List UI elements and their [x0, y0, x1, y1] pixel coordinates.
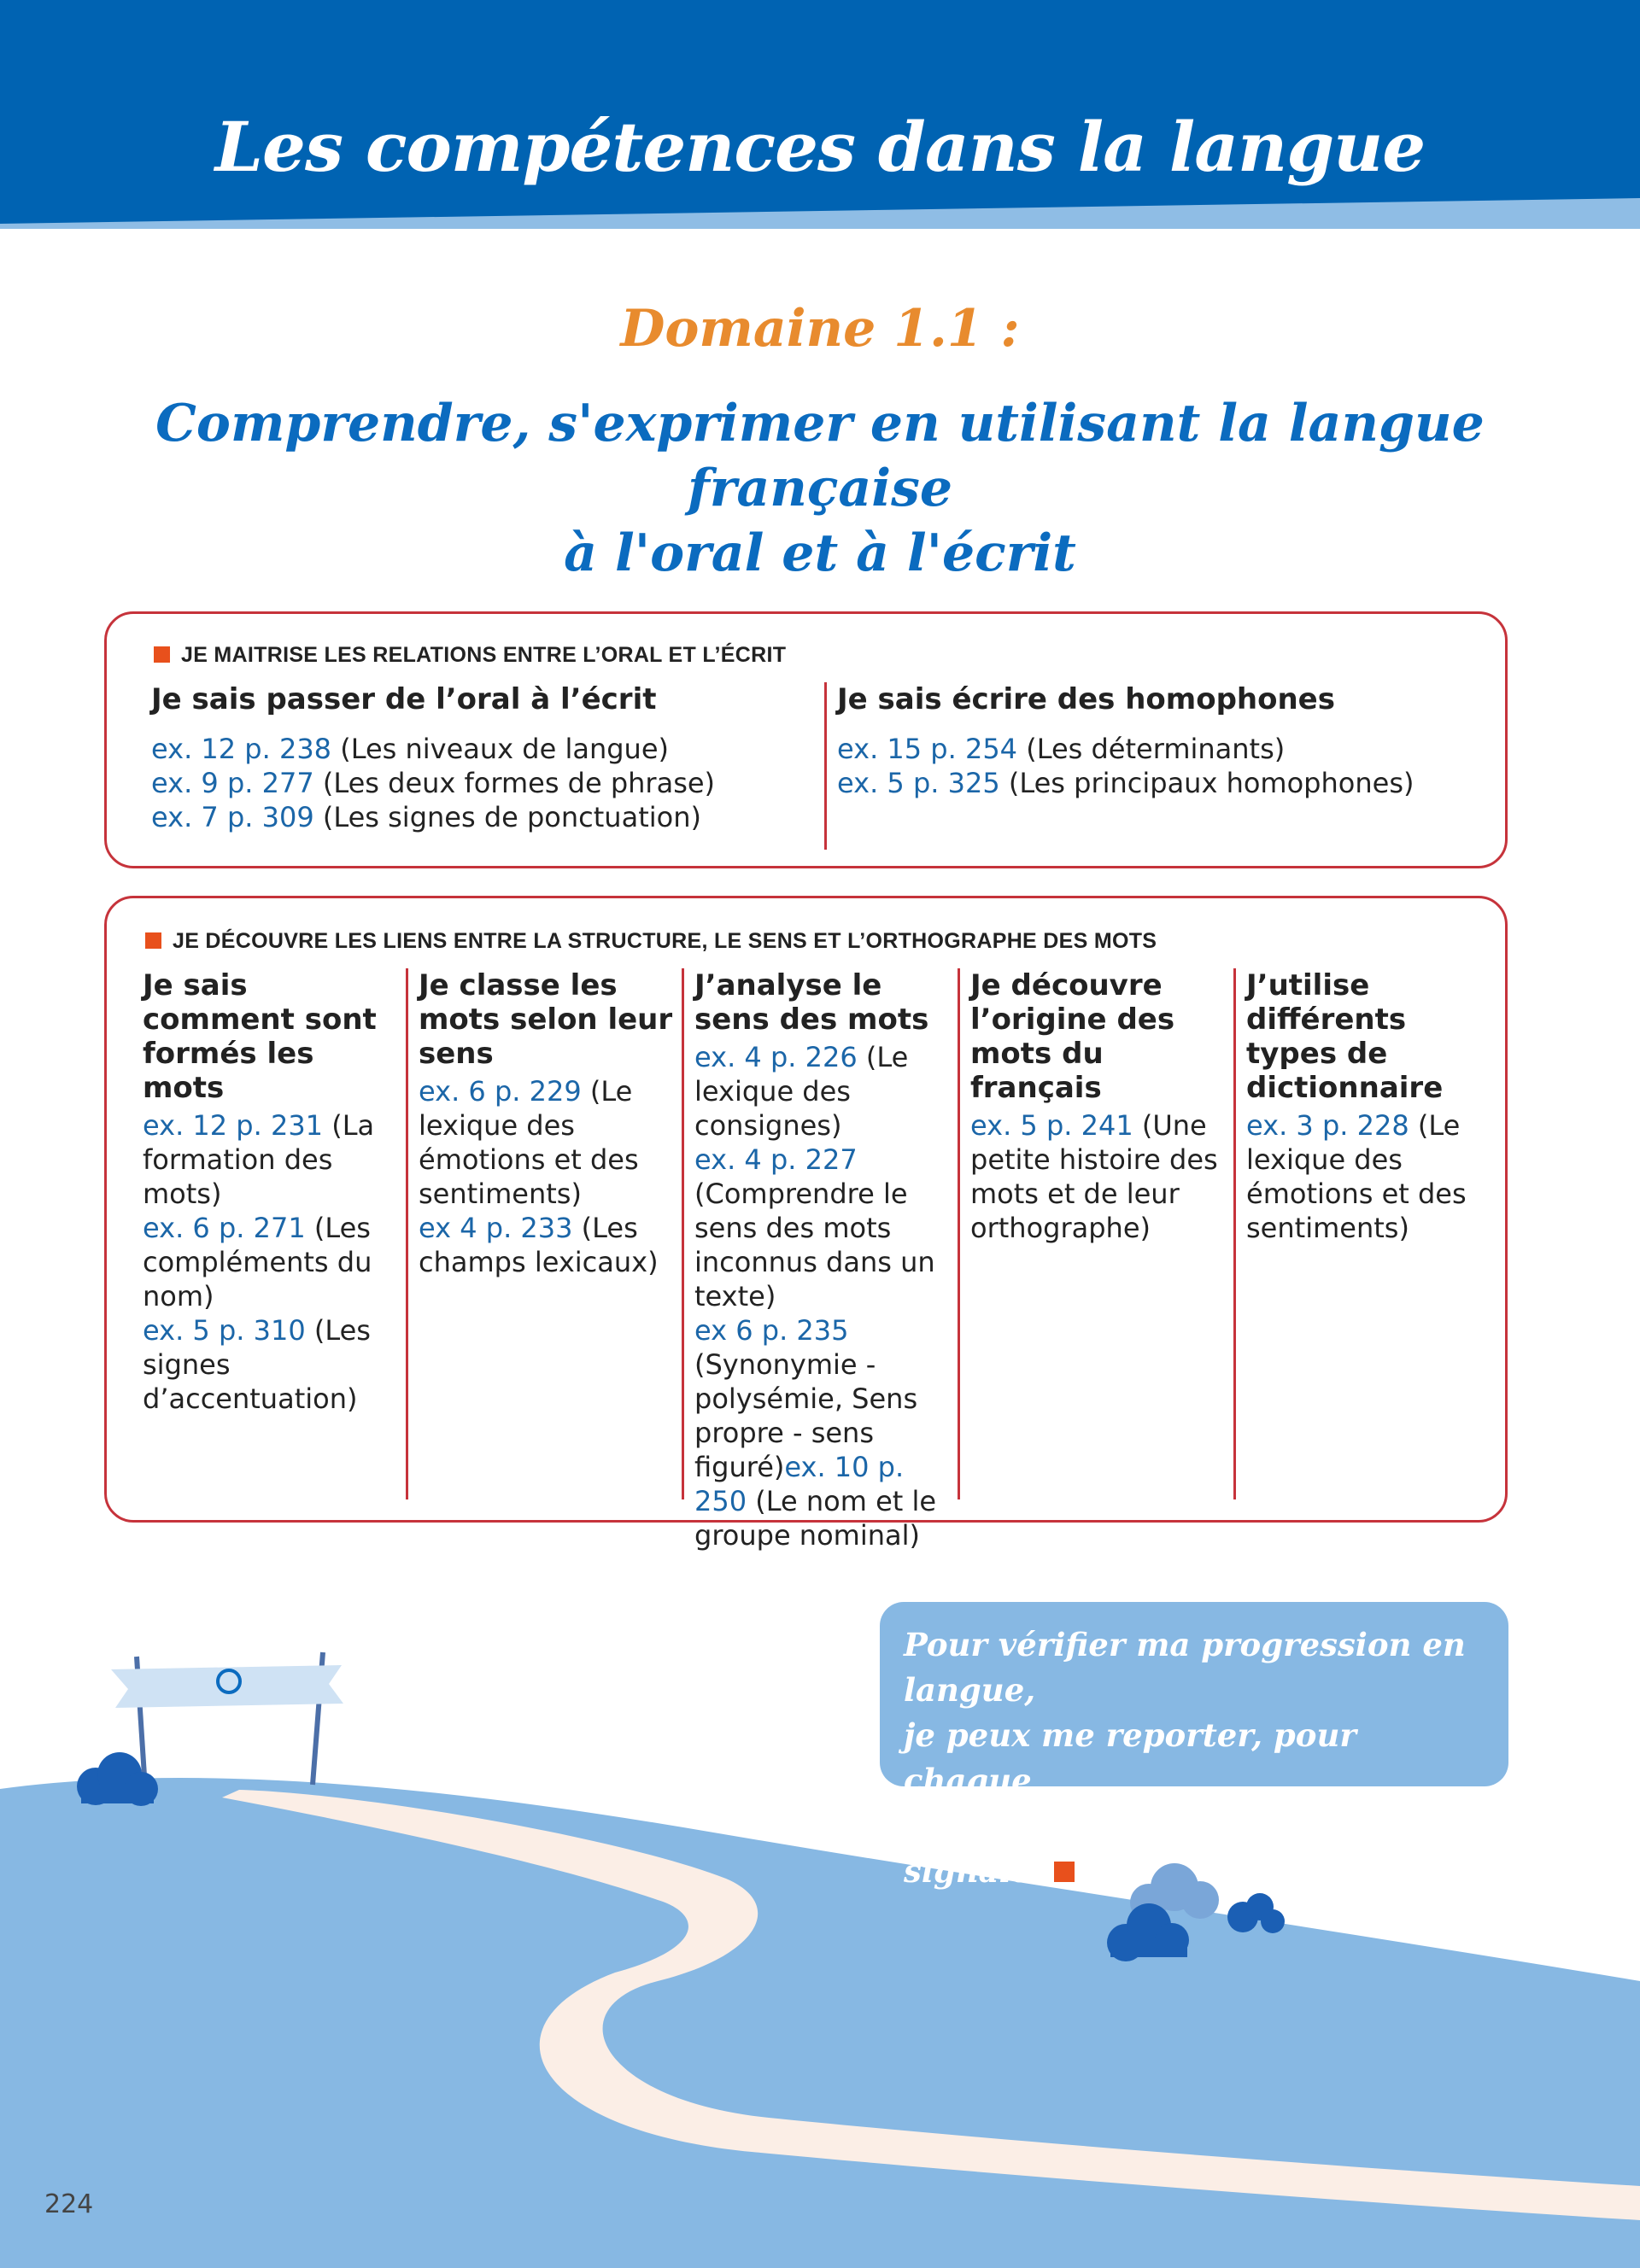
exercise-desc: (Comprendre le sens des mots inconnus dans un texte)	[694, 1178, 935, 1312]
competence-column	[682, 968, 957, 1552]
exercise-ref: ex. 12 p. 231	[143, 1109, 324, 1142]
square-marker-icon	[154, 646, 170, 663]
exercise-ref: ex. 5 p. 310	[143, 1314, 306, 1347]
exercise-entry	[419, 1211, 681, 1279]
competence-column	[151, 682, 783, 834]
exercise-entry	[694, 1313, 957, 1552]
exercise-ref: ex 6 p. 235	[694, 1314, 849, 1347]
section-oral-ecrit	[104, 611, 1508, 868]
callout-line1: Pour vérifier ma progression en langue,	[904, 1626, 1466, 1709]
page-number: 224	[44, 2189, 94, 2219]
exercise-entry	[837, 766, 1473, 800]
exercise-ref: ex. 4 p. 226	[694, 1041, 858, 1073]
exercise-ref: ex. 4 p. 227	[694, 1143, 858, 1176]
exercise-desc: (Les compléments du nom)	[143, 1212, 372, 1312]
exercise-desc: (Les principaux homophones)	[999, 767, 1414, 799]
exercise-ref: ex. 6 p. 229	[419, 1075, 582, 1108]
exercise-entry	[143, 1211, 399, 1313]
domain-label: Domaine 1.1 :	[620, 299, 1020, 359]
domain-title-line1: Comprendre, s'exprimer en utilisant la langue française	[155, 394, 1485, 518]
exercise-desc: (Les signes de ponctuation)	[313, 801, 701, 833]
exercise-entry	[694, 1143, 957, 1313]
exercise-desc: (Les champs lexicaux)	[419, 1212, 659, 1278]
exercise-entry	[151, 732, 783, 766]
competence-column	[143, 968, 399, 1416]
exercise-entry	[970, 1108, 1233, 1245]
domain-title-line2: à l'oral et à l'écrit	[564, 523, 1076, 583]
competence-title: Je sais écrire des homophones	[837, 682, 1335, 716]
competence-column	[824, 682, 1473, 850]
competence-title: Je classe les mots selon leur sens	[419, 968, 673, 1071]
exercise-ref: ex. 9 p. 277	[151, 767, 314, 799]
exercise-entry	[1246, 1108, 1481, 1245]
progress-callout	[880, 1602, 1508, 1890]
callout-line3-text: compétence, aux exercices signalés	[904, 1807, 1377, 1890]
exercise-desc: (Le nom et le groupe nominal)	[694, 1485, 937, 1552]
exercise-ref: ex. 15 p. 254	[837, 733, 1018, 765]
section-heading	[154, 643, 786, 668]
exercise-entry	[694, 1040, 957, 1143]
exercise-ref: ex. 3 p. 228	[1246, 1109, 1409, 1142]
exercise-ref: ex. 10 p. 250	[694, 1451, 905, 1517]
exercise-entry	[143, 1108, 399, 1211]
competence-column	[406, 968, 681, 1499]
competence-title: Je découvre l’origine des mots du français	[970, 968, 1175, 1105]
exercise-ref: ex 4 p. 233	[419, 1212, 573, 1244]
callout-end: .	[1075, 1852, 1086, 1890]
exercise-desc: (Les signes d’accentuation)	[143, 1314, 371, 1415]
exercise-entry	[837, 732, 1473, 766]
square-marker-icon	[145, 932, 161, 949]
competence-column	[1233, 968, 1481, 1499]
exercise-desc: (Le lexique des consignes)	[694, 1041, 909, 1142]
exercise-desc: (Les deux formes de phrase)	[313, 767, 716, 799]
competence-column	[958, 968, 1233, 1499]
exercise-ref: ex. 7 p. 309	[151, 801, 314, 833]
competence-title: J’analyse le sens des mots	[694, 968, 929, 1037]
callout-line2: je peux me reporter, pour chaque	[904, 1716, 1356, 1799]
exercise-entry	[151, 766, 783, 800]
callout-line3	[904, 1803, 1491, 1894]
exercise-ref: ex. 12 p. 238	[151, 733, 332, 765]
exercise-desc: (Synonymie - polysémie, Sens propre - sens figuré)	[694, 1348, 918, 1483]
exercise-ref: ex. 5 p. 241	[970, 1109, 1133, 1142]
exercise-desc: (Le lexique des émotions et des sentiments)	[419, 1075, 639, 1210]
competence-title: Je sais comment sont formés les mots	[143, 968, 377, 1105]
exercise-entry	[143, 1313, 399, 1416]
section-heading	[145, 929, 1157, 954]
section-heading-text: JE MAITRISE LES RELATIONS ENTRE L’ORAL ET L’ÉCRIT	[181, 643, 787, 667]
exercise-desc: (Les déterminants)	[1017, 733, 1286, 765]
exercise-desc: (Une petite histoire des mots et de leur orthographe)	[970, 1109, 1218, 1244]
exercise-entry	[151, 800, 783, 834]
exercise-ref: ex. 5 p. 325	[837, 767, 1000, 799]
exercise-entry	[419, 1074, 681, 1211]
square-marker-icon	[1054, 1862, 1075, 1882]
competence-title: J’utilise différents types de dictionnaire	[1246, 968, 1444, 1105]
competence-title: Je sais passer de l’oral à l’écrit	[151, 682, 657, 716]
exercise-desc: (Les niveaux de langue)	[331, 733, 669, 765]
exercise-desc: (Le lexique des émotions et des sentiments)	[1246, 1109, 1467, 1244]
section-structure-sens	[104, 896, 1508, 1552]
exercise-ref: ex. 6 p. 271	[143, 1212, 306, 1244]
domain-title	[128, 391, 1512, 586]
banner-stripe	[0, 198, 1640, 229]
page-title: Les compétences dans la langue	[214, 107, 1426, 187]
section-heading-text: JE DÉCOUVRE LES LIENS ENTRE LA STRUCTURE, LE SENS ET L’ORTHOGRAPHE DES MOTS	[173, 929, 1157, 953]
exercise-desc: (La formation des mots)	[143, 1109, 375, 1210]
